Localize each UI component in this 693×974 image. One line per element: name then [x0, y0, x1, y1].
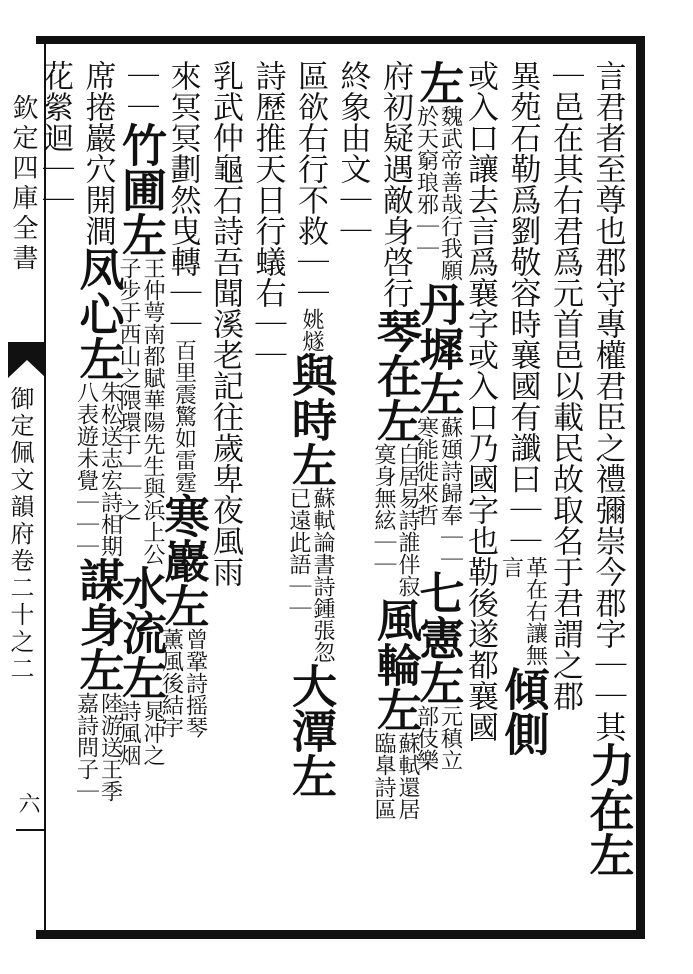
entry-headword: 謀身左 [71, 557, 125, 692]
body-text: ｜｜ [122, 60, 158, 122]
annotation-line: 言 [498, 556, 524, 578]
entry-headword: 與時左 [284, 352, 337, 487]
entry-headword: 傾側 [496, 666, 550, 756]
annotation-line: 王仲萼南都賦華陽先生與浜上公 [140, 257, 165, 565]
text-column [496, 60, 550, 926]
text-column [205, 60, 245, 926]
annotation-line: 曾鞏詩摇琴 [182, 628, 208, 738]
body-text: ｜｜其 [589, 649, 626, 742]
page-number: 六 [15, 792, 40, 814]
text-column [581, 60, 635, 926]
annotation-note [500, 556, 546, 666]
annotation-line: 薰風後結宇 [158, 628, 184, 738]
entry-headword: 力在左 [581, 742, 635, 877]
annotation-line: 八表遊未覺｜｜｜ [73, 381, 99, 557]
annotation-line: 陸游送王季 [97, 692, 123, 802]
annotation-line: 魏武帝善哉行我願 [437, 105, 463, 281]
annotation-note [287, 487, 333, 663]
annotation-note [75, 381, 121, 557]
annotation-line: 元稹立 [437, 705, 463, 771]
book-title: 欽定四庫全書 [8, 94, 38, 274]
annotation-note [171, 339, 195, 493]
text-column [114, 60, 167, 926]
body-text: 來冥冥劃然曳轉｜｜ [164, 60, 201, 339]
annotation-line: 蘇頲詩歸奉｜｜ [437, 416, 463, 570]
body-text: 詩歷推天日行蟻右｜｜ [249, 60, 286, 370]
body-text: 區欲右行不救｜｜ [292, 60, 328, 308]
annotation-line: 於天窮琅邪｜｜ [413, 105, 439, 259]
entry-headword: 琴在左 [369, 308, 422, 443]
body-text: 乳武仲龜石詩吾聞溪老記往歲卑夜風雨 [207, 60, 243, 587]
annotation-line: 嘉詩問子｜ [73, 692, 99, 802]
annotation-note [75, 692, 121, 802]
text-column [35, 60, 75, 926]
entry-headword: 丹墀左 [411, 281, 465, 416]
annotation-line: 已遠此語｜｜ [286, 487, 311, 619]
frame-right-border [636, 36, 645, 939]
body-text: 府初疑遇敵身啓行 [377, 60, 413, 308]
annotation-line: 子步于西山之隈環于｜｜之 [116, 257, 141, 521]
entry-headword: 七憲左 [411, 570, 465, 705]
annotation-line: 部伎樂 [413, 705, 439, 771]
text-column [369, 60, 422, 926]
annotation-line: 朱松送志宏詩相期 [97, 381, 123, 557]
annotation-note [298, 308, 322, 352]
body-text: ｜邑在其右君爲元首邑以載民故取名于君謂之郡 [547, 60, 583, 711]
annotation-line: 百里震驚如雷霆 [171, 339, 197, 493]
frame-bottom-border [36, 930, 644, 939]
body-text: 花縈迴｜｜ [37, 60, 73, 215]
annotation-note [372, 732, 418, 820]
annotation-line: 蘇軾論書詩鍾張忽 [310, 487, 335, 663]
annotation-line: 詩風烟 [116, 700, 141, 766]
body-text: 異苑石勒爲劉敬容時襄國有讖曰｜｜ [504, 60, 541, 556]
annotation-line: 白居易詩誰伴寂 [395, 443, 420, 597]
text-column [411, 60, 465, 926]
text-column [71, 60, 125, 926]
annotation-line: 晁冲之 [140, 700, 165, 766]
entry-headword: 凤心左 [71, 246, 125, 381]
annotation-note [117, 700, 163, 766]
body-text: 席捲巖穴開澗 [79, 60, 116, 246]
annotation-line: 革在右讓無 [522, 556, 548, 666]
annotation-note [372, 443, 418, 597]
annotation-line: 姚燧 [299, 308, 324, 352]
annotation-line: 蘇軾還居 [395, 732, 420, 820]
entry-headword: 大潭左 [284, 663, 337, 798]
text-column [460, 60, 500, 926]
entry-headword: 左 [411, 60, 465, 105]
text-column [156, 60, 210, 926]
text-column [545, 60, 585, 926]
annotation-line: 寒能徙來哲 [413, 416, 439, 526]
body-text: 言君者至尊也郡守專權君臣之禮彌崇今郡字 [589, 60, 626, 649]
entry-headword: 竹圃左 [114, 122, 167, 257]
text-column [333, 60, 373, 926]
body-text: 或入口讓去言爲襄字或入口乃國字也勒後遂都襄國 [462, 60, 498, 742]
annotation-line: 臨臯詩區 [371, 732, 396, 820]
annotation-line: 寞身無絃｜｜ [371, 443, 396, 575]
entry-headword: 水流左 [114, 565, 167, 700]
text-column [284, 60, 337, 926]
body-text: 終象由文｜｜ [334, 60, 371, 246]
entry-headword: 寒巖左 [156, 493, 210, 628]
annotation-note [415, 105, 461, 281]
volume-title: 御定佩文韻府卷二十之二 [6, 386, 34, 683]
entry-headword: 風輪左 [369, 597, 422, 732]
text-column [248, 60, 288, 926]
frame-top-border [36, 36, 644, 44]
